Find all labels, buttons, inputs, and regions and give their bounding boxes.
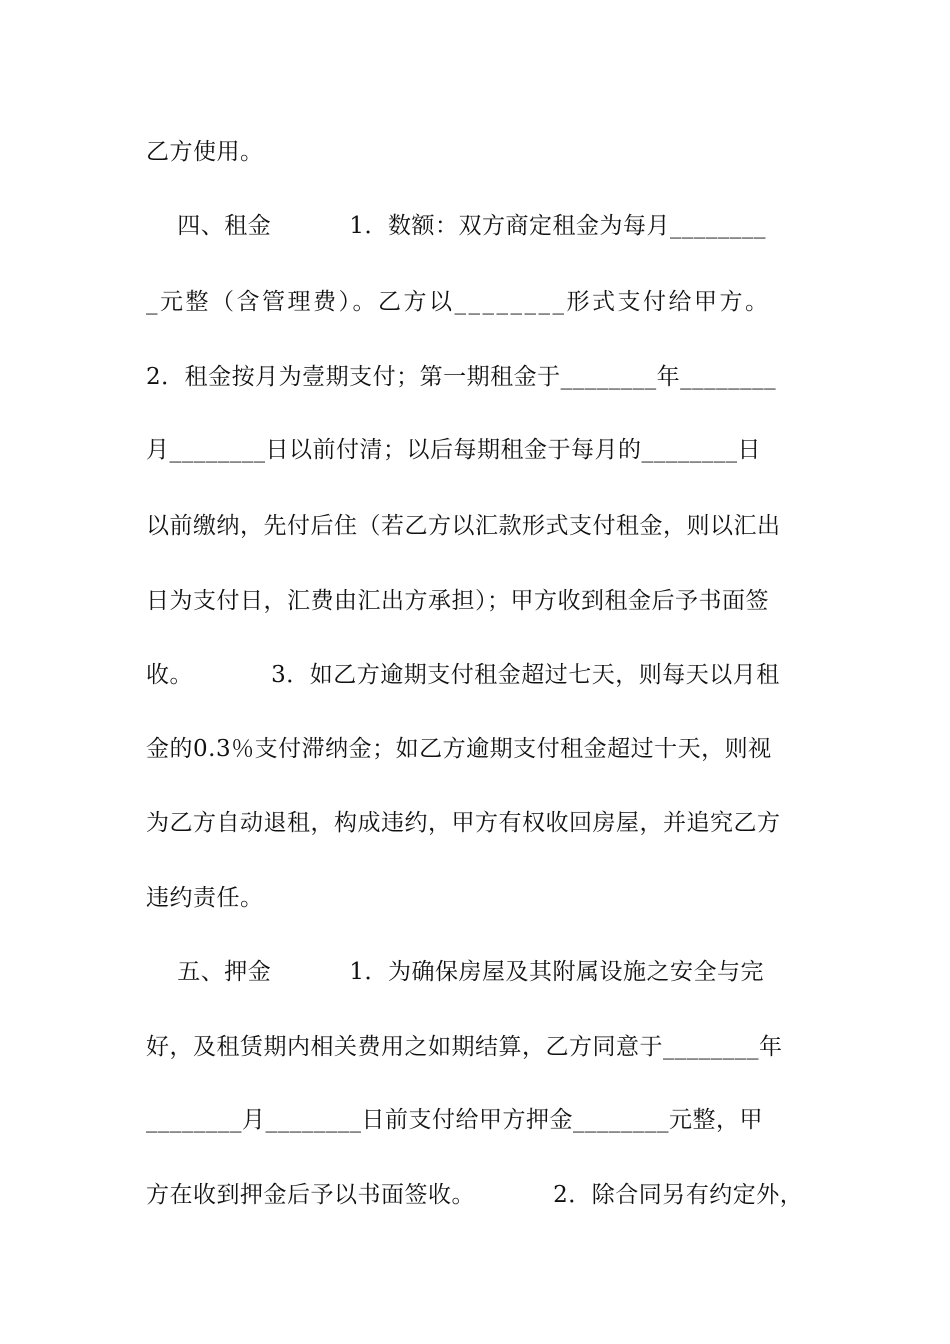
text-line: 月________日以前付清；以后每期租金于每月的________日 [146,437,761,463]
text-line: 金的0.3％支付滞纳金；如乙方逾期支付租金超过十天，则视 [146,736,772,762]
text-line: _元整（含管理费）。乙方以________形式支付给甲方。 [146,289,771,315]
text-line: 2．租金按月为壹期支付；第一期租金于________年________ [146,364,777,390]
text-line: 四、租金 1．数额：双方商定租金为每月________ [146,213,766,239]
text-line: 乙方使用。 [146,139,264,165]
text-line: 方在收到押金后予以书面签收。 2．除合同另有约定外， [146,1182,804,1208]
text-line: 收。 3．如乙方逾期支付租金超过七天，则每天以月租 [146,662,780,688]
text-line: 日为支付日，汇费由汇出方承担）；甲方收到租金后予书面签 [146,588,769,614]
text-line: 好，及租赁期内相关费用之如期结算，乙方同意于________年 [146,1034,783,1060]
text-line: ________月________日前支付给甲方押金________元整，甲 [146,1107,763,1133]
text-line: 以前缴纳，先付后住（若乙方以汇款形式支付租金，则以汇出 [146,513,781,539]
text-line: 五、押金 1．为确保房屋及其附属设施之安全与完 [146,959,764,985]
text-line: 违约责任。 [146,885,264,911]
text-line: 为乙方自动退租，构成违约，甲方有权收回房屋，并追究乙方 [146,810,781,836]
